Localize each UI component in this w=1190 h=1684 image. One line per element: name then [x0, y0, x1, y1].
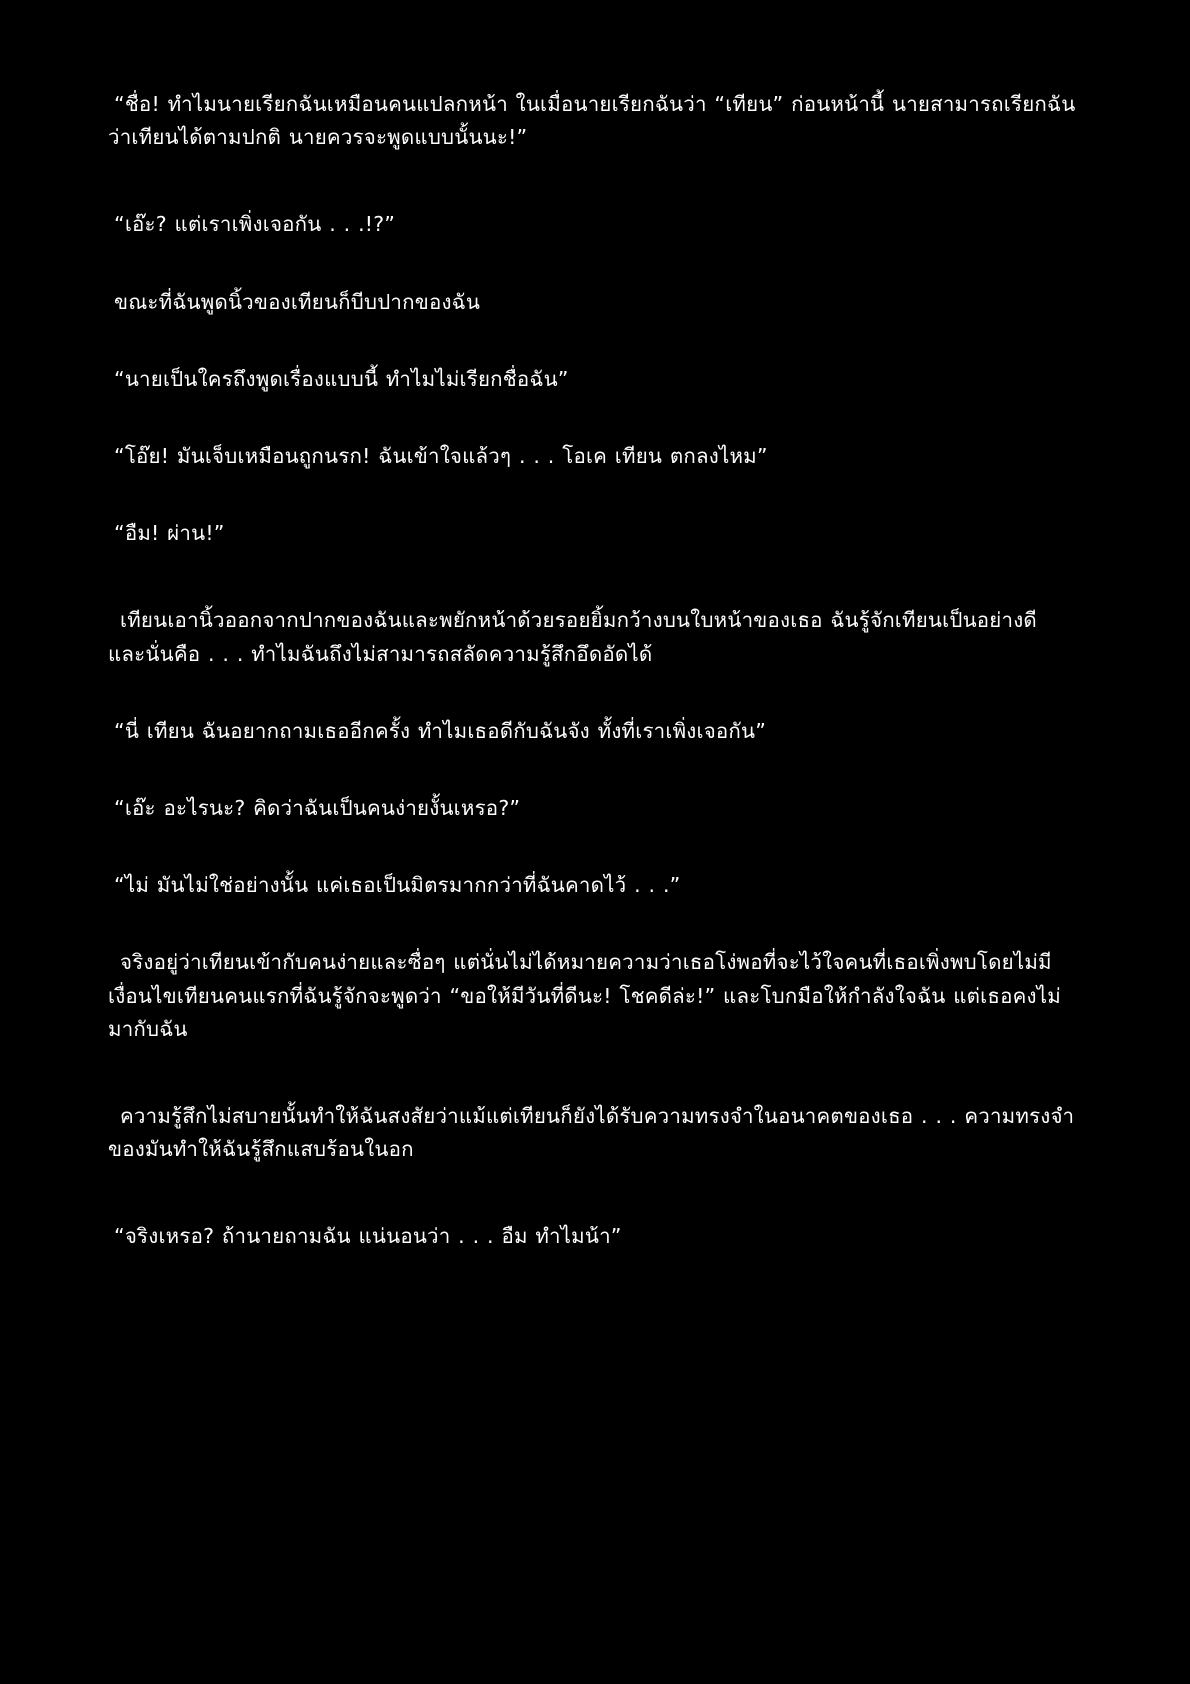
- novel-text-body: [108, 88, 1082, 1254]
- paragraph-13: “จริงเหรอ? ถ้านายถามฉัน แน่นอนว่า . . . อืม ทำไมน้า”: [114, 1224, 622, 1249]
- paragraph-4: “นายเป็นใครถึงพูดเรื่องแบบนี้ ทำไมไม่เรียกชื่อฉัน”: [114, 366, 569, 391]
- paragraph-11: จริงอยู่ว่าเทียนเข้ากับคนง่ายและซื่อๆ แต่นั่นไม่ได้หมายความว่าเธอโง่พอที่จะไว้ใจคนที่เธอเพิ่งพบโดยไม่มีเงื่อนไขเทียนคนแรกที่ฉันรู้จักจะพูดว่า “ขอให้มีวันที่ดีนะ! โชคดีล่ะ!” และโบกมือให้กำลังใจฉัน แต่เธอคงไม่มากับฉัน: [108, 950, 1061, 1041]
- paragraph-3: ขณะที่ฉันพูดนิ้วของเทียนก็บีบปากของฉัน: [114, 289, 481, 314]
- paragraph-9: “เอ๊ะ อะไรนะ? คิดว่าฉันเป็นคนง่ายงั้นเหรอ?”: [114, 796, 521, 821]
- paragraph-6: “อืม! ผ่าน!”: [114, 521, 225, 546]
- paragraph-5: “โอ๊ย! มันเจ็บเหมือนถูกนรก! ฉันเข้าใจแล้วๆ . . . โอเค เทียน ตกลงไหม”: [114, 444, 768, 469]
- paragraph-10: “ไม่ มันไม่ใช่อย่างนั้น แค่เธอเป็นมิตรมากกว่าที่ฉันคาดไว้ . . .”: [114, 873, 681, 898]
- paragraph-2: “เอ๊ะ? แต่เราเพิ่งเจอกัน . . .!?”: [114, 212, 396, 237]
- paragraph-12: ความรู้สึกไม่สบายนั้นทำให้ฉันสงสัยว่าแม้แต่เทียนก็ยังได้รับความทรงจำในอนาคตของเธอ . . . ความทรงจำของมันทำให้ฉันรู้สึกแสบร้อนในอก: [108, 1104, 1075, 1162]
- paragraph-7: เทียนเอานิ้วออกจากปากของฉันและพยักหน้าด้วยรอยยิ้มกว้างบนใบหน้าของเธอ ฉันรู้จักเทียนเป็นอย่างดี และนั่นคือ . . . ทำไมฉันถึงไม่สามารถสลัดความรู้สึกอึดอัดได้: [108, 608, 1037, 666]
- paragraph-1: “ชื่อ! ทำไมนายเรียกฉันเหมือนคนแปลกหน้า ในเมื่อนายเรียกฉันว่า “เทียน” ก่อนหน้านี้ นายสามารถเรียกฉันว่าเทียนได้ตามปกติ นายควรจะพูดแบบนั้นนะ!”: [108, 92, 1076, 150]
- paragraph-8: “นี่ เทียน ฉันอยากถามเธออีกครั้ง ทำไมเธอดีกับฉันจัง ทั้งที่เราเพิ่งเจอกัน”: [114, 718, 767, 743]
